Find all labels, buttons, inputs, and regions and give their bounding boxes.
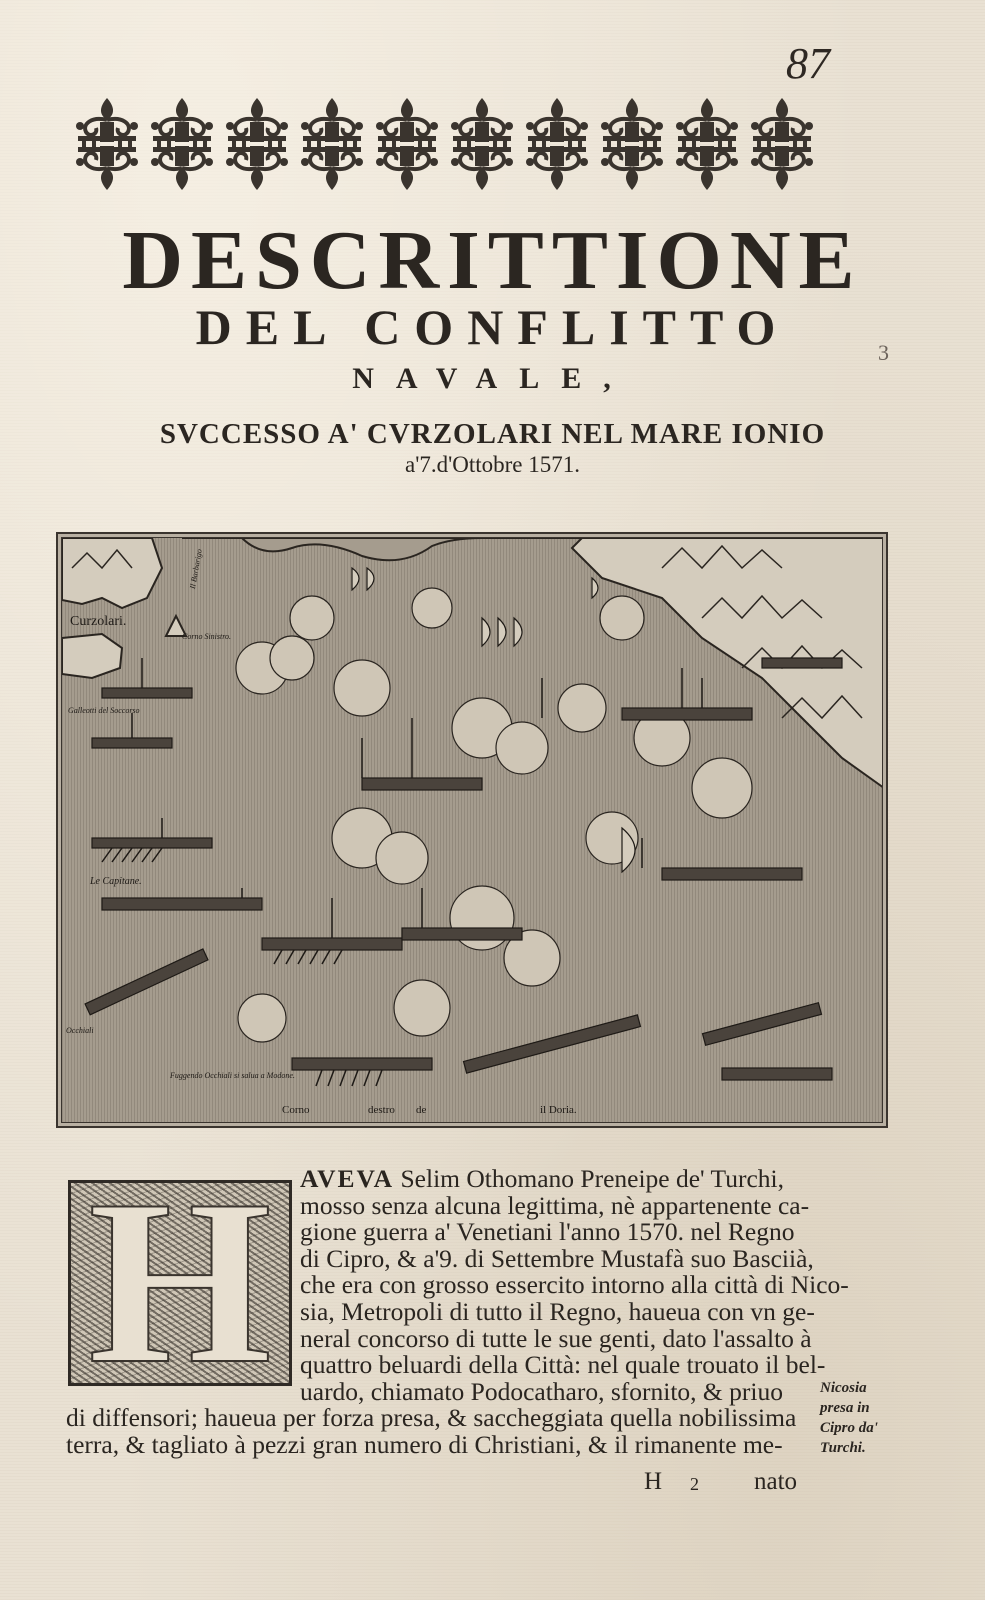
body-line-4: di Cipro, & a'9. di Settembre Mustafà suo Basciià, [300, 1243, 814, 1273]
body-line-5: che era con grosso essercito intorno alla città di Nico- [300, 1270, 849, 1300]
lead-word: AVEVA [300, 1164, 395, 1193]
map-label-destro: destro [368, 1104, 395, 1116]
map-label-doria: il Doria. [540, 1104, 577, 1116]
body-line-1 [66, 1166, 812, 1193]
marginal-note-line: Nicosia [820, 1380, 867, 1396]
initial-letter: H [88, 1152, 272, 1413]
map-label-corno: Corno [282, 1104, 310, 1116]
map-label-fuggendo: Fuggendo Occhiali si salua a Modone. [170, 1071, 295, 1080]
marginal-note-line: Turchi. [820, 1440, 866, 1456]
signature-letter: H [644, 1468, 663, 1495]
body-line-11: terra, & tagliato à pezzi gran numero di Christiani, & il rimanente me- [66, 1429, 783, 1459]
battle-engraving [56, 532, 888, 1128]
engraving-plate [61, 537, 883, 1123]
map-label-de: de [416, 1104, 427, 1116]
body-line-3: gione guerra a' Venetiani l'anno 1570. nel Regno [300, 1217, 795, 1247]
signature-number: 2 [690, 1474, 699, 1494]
body-line-text: Selim Othomano Preneipe de' Turchi, [394, 1164, 785, 1193]
body-line-9: uardo, chiamato Podocatharo, sfornito, & priuo [300, 1376, 783, 1406]
marginal-note-line: Cipro da' [820, 1420, 878, 1436]
subtitle-location: SVCCESSO A' CVRZOLARI NEL MARE IONIO [159, 418, 826, 450]
title-line-3: NAVALE, [352, 362, 633, 395]
battle-scene-illustration [62, 538, 883, 1123]
page-number: 87 [786, 39, 830, 88]
map-label-capitane: Le Capitane. [90, 876, 142, 887]
title-line-2: DEL CONFLITTO [195, 299, 790, 355]
body-line-6: sia, Metropoli di tutto il Regno, haueua con vn ge- [300, 1296, 815, 1326]
marginal-note-line: presa in [820, 1400, 870, 1416]
map-label-corno-sinistro: Corno Sinistro. [182, 632, 232, 641]
catchword: nato [754, 1468, 798, 1495]
marginal-note [820, 1378, 900, 1458]
title-line-1: DESCRITTIONE [122, 214, 863, 307]
body-line-8: quattro beluardi della Città: nel quale trouato il bel- [300, 1350, 826, 1380]
body-line-2: mosso senza alcuna legittima, nè appartenente ca- [300, 1190, 810, 1220]
map-label-occhiali: Occhiali [66, 1026, 94, 1035]
map-label-curzolari: Curzolari. [70, 614, 127, 629]
ornament-icon [70, 96, 822, 192]
decorative-ornament-band [70, 96, 822, 192]
subtitle-date: a'7.d'Ottobre 1571. [404, 452, 580, 477]
margin-mark: 3 [878, 340, 889, 365]
body-line-7: neral concorso di tutte le sue genti, dato l'assalto à [300, 1323, 812, 1353]
map-label-galleotti: Galleotti del Soccorso [68, 706, 140, 715]
map-label-barbarigo: Il Barbarigo [188, 548, 204, 590]
body-line-10: di diffensori; haueua per forza presa, & saccheggiata quella nobilissima [66, 1403, 797, 1433]
